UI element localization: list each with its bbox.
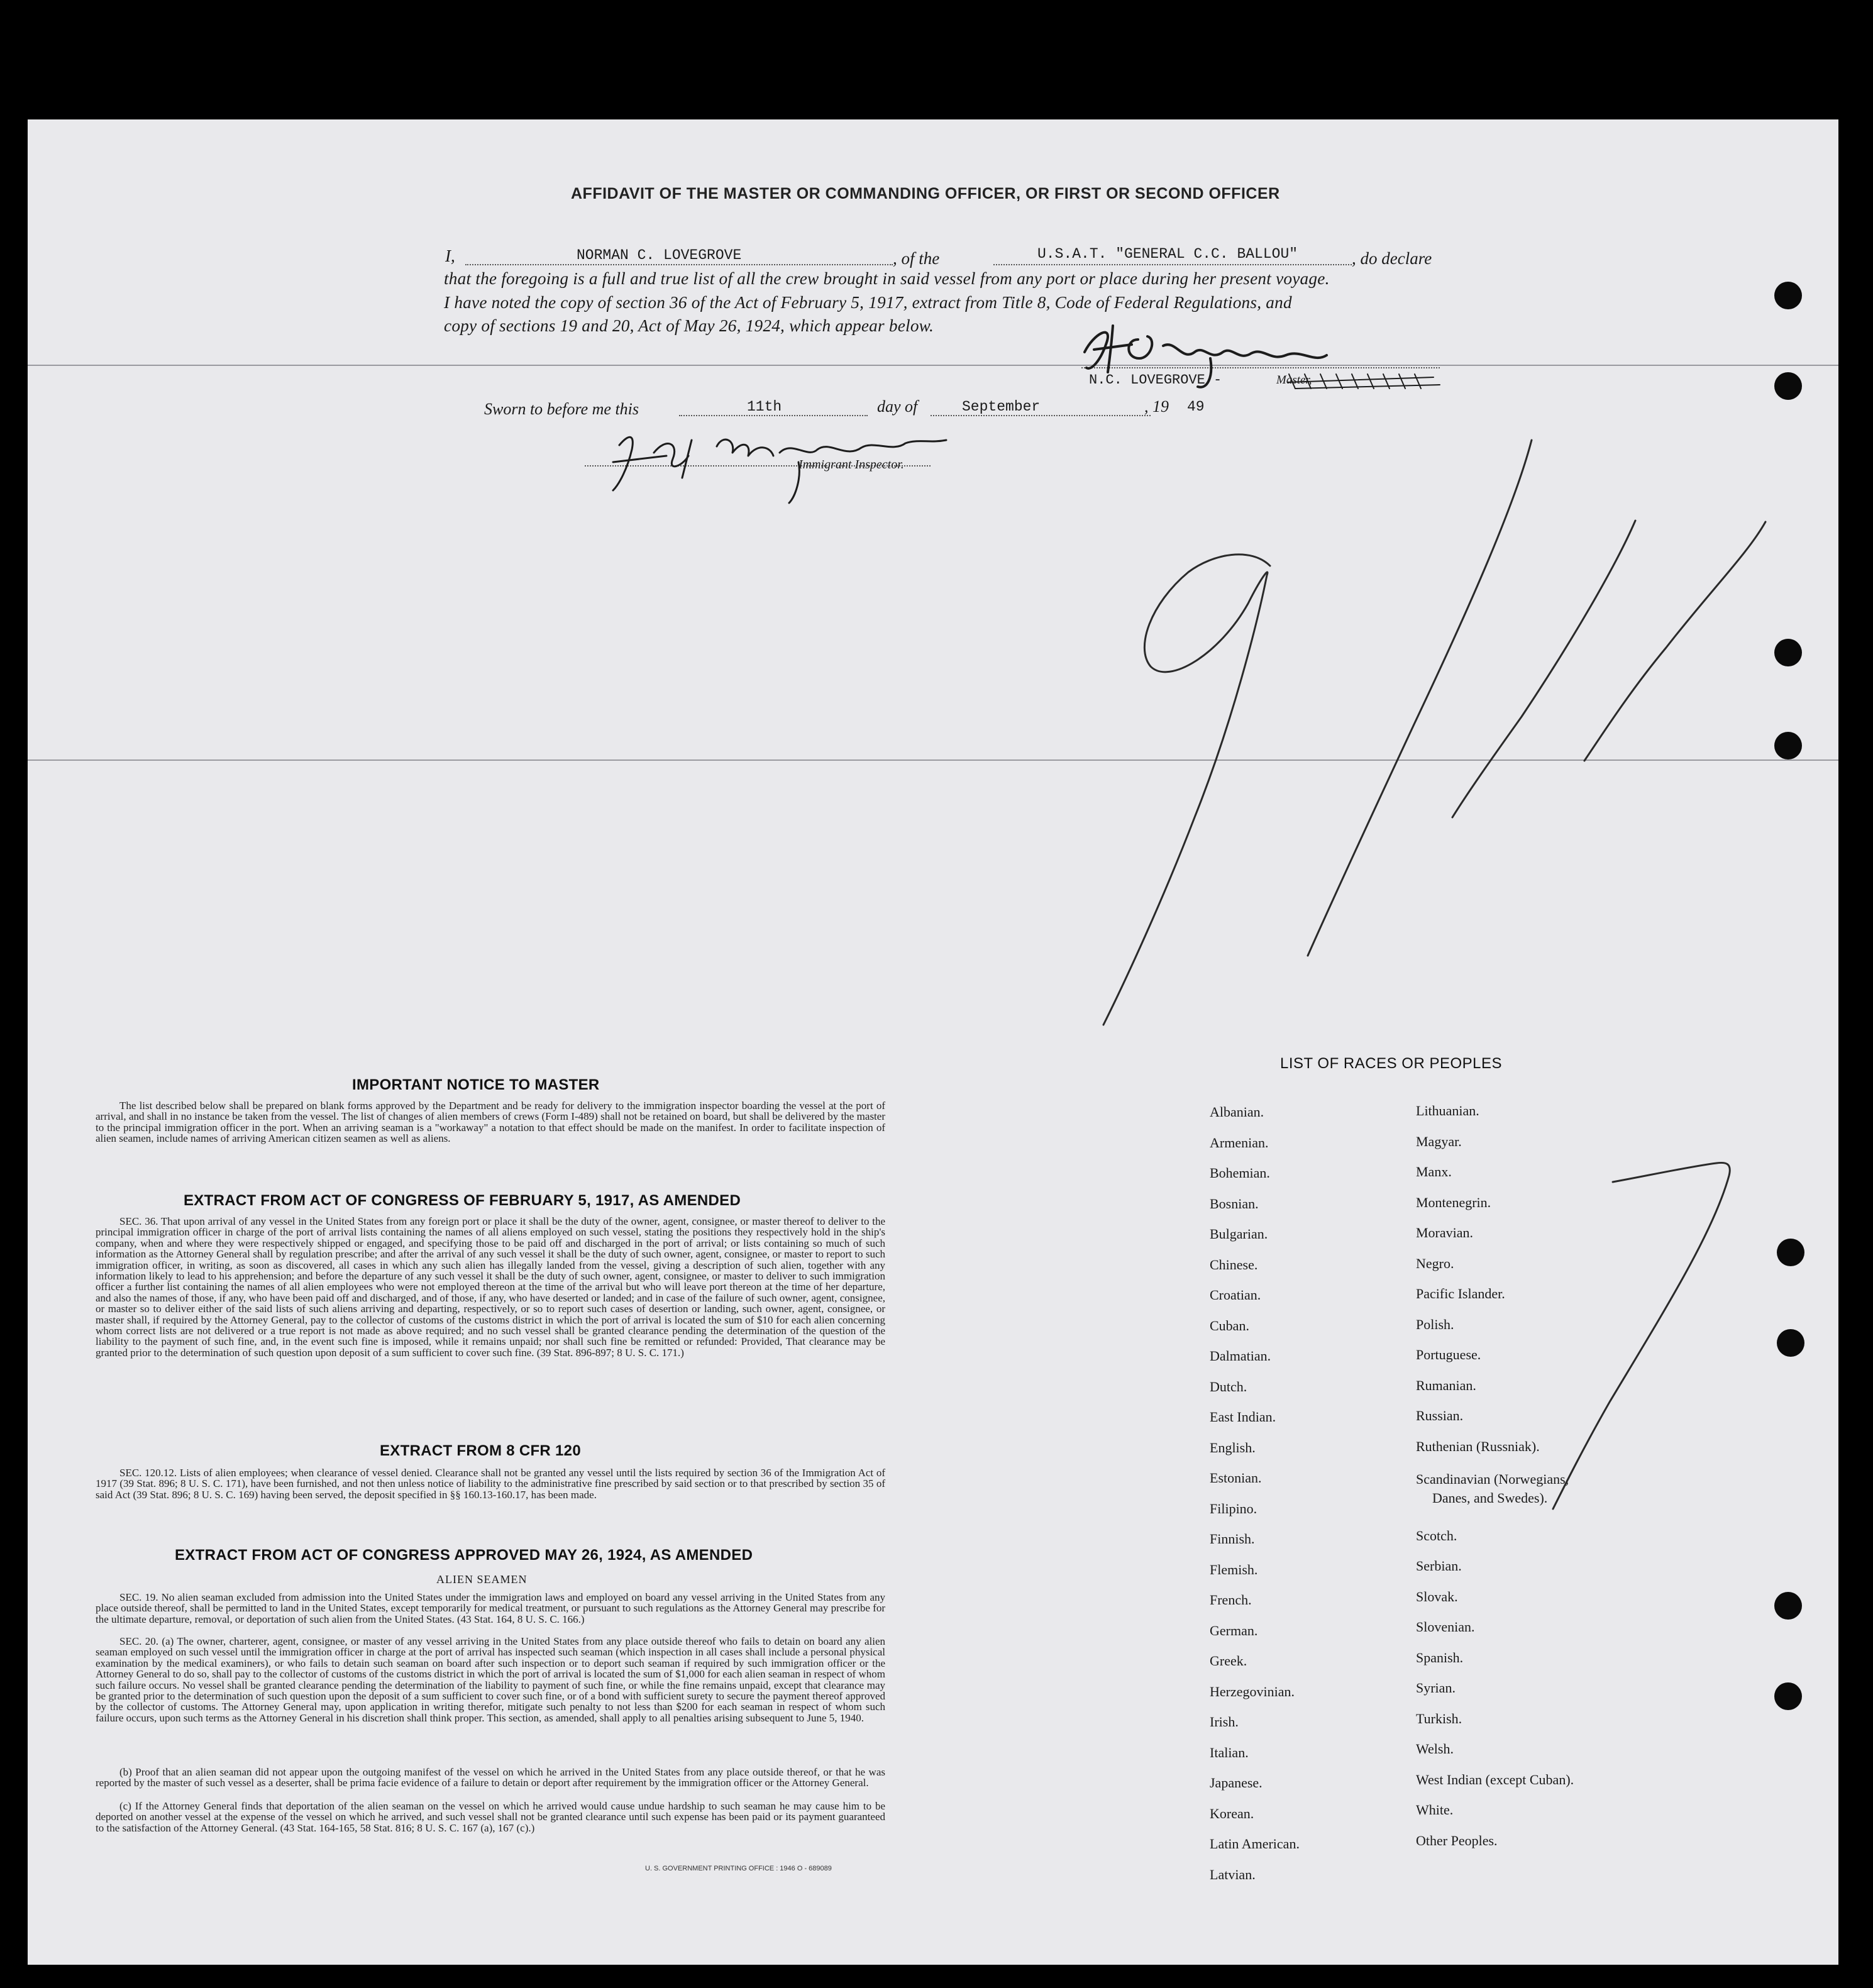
race-item: Irish.: [1210, 1714, 1239, 1730]
race-item: Rumanian.: [1416, 1377, 1476, 1393]
race-item: Spanish.: [1416, 1649, 1464, 1665]
race-item: Latvian.: [1210, 1866, 1256, 1882]
race-item: Polish.: [1416, 1316, 1454, 1332]
race-item: Bosnian.: [1210, 1195, 1259, 1212]
affidavit-line-3: I have noted the copy of section 36 of the Act of February 5, 1917, extract from Title 8, Code of Federal Regulations, and: [444, 293, 1292, 312]
affidavit-line-2: that the foregoing is a full and true list of all the crew brought in said vessel from any port or place during her present voyage.: [444, 269, 1330, 288]
sworn-prefix: Sworn to before me this: [484, 400, 639, 418]
race-item: Filipino.: [1210, 1500, 1257, 1516]
race-item: Russian.: [1416, 1408, 1464, 1423]
extract-1924-title: EXTRACT FROM ACT OF CONGRESS APPROVED MAY 26, 1924, AS AMENDED: [175, 1547, 753, 1564]
race-item: German.: [1210, 1622, 1258, 1638]
race-item: Lithuanian.: [1416, 1103, 1479, 1118]
race-item: Bohemian.: [1210, 1165, 1270, 1181]
vessel-name: U.S.A.T. "GENERAL C.C. BALLOU": [1037, 246, 1298, 262]
master-role: Master,: [1276, 373, 1312, 387]
race-item: English.: [1210, 1439, 1256, 1455]
year-suffix: 49: [1187, 399, 1205, 415]
race-item: East Indian.: [1210, 1409, 1276, 1425]
race-item: Danes, and Swedes).: [1432, 1489, 1548, 1506]
race-item: Portuguese.: [1416, 1347, 1481, 1362]
race-item: Magyar.: [1416, 1133, 1462, 1149]
race-item: Scotch.: [1416, 1527, 1457, 1543]
sec19-text: SEC. 19. No alien seaman excluded from admission into the United States under the immigration laws and employed on board any vessel arriving in the United States from any place outside thereof, shall be permitted to land in the United States, except temporarily for medical treatment, or pursuant to such regulations as the Attorney General may prescribe for the ultimate departure, removal, or deportation of such alien from the United States. (43 Stat. 164, 8 U. S. C. 166.): [96, 1591, 885, 1625]
race-item: Flemish.: [1210, 1561, 1258, 1577]
race-item: Moravian.: [1416, 1225, 1474, 1240]
race-item: Other Peoples.: [1416, 1832, 1498, 1848]
race-item: White.: [1416, 1802, 1454, 1818]
sec20c-text: (c) If the Attorney General finds that deportation of the alien seaman on the vessel on which he arrived would cause undue hardship to such seaman he may cause him to be deported on another vessel at the expense of the vessel on which he arrived, and such vessel shall not be granted clearance until such expense has been paid or its payment guaranteed to the satisfaction of the Attorney General. (43 Stat. 164-165, 58 Stat. 816; 8 U. S. C. 167 (a), 167 (c).): [96, 1800, 885, 1834]
extract-cfr-title: EXTRACT FROM 8 CFR 120: [380, 1442, 581, 1459]
of-the-label: , of the: [893, 249, 940, 268]
alien-seamen-subtitle: ALIEN SEAMEN: [436, 1573, 528, 1586]
sworn-day: 11th: [747, 399, 782, 415]
race-item: Cuban.: [1210, 1317, 1249, 1334]
inspector-signature: [613, 437, 946, 503]
sworn-month: September: [962, 399, 1041, 415]
affidavit-line-4: copy of sections 19 and 20, Act of May 26, 1924, which appear below.: [444, 316, 934, 335]
race-item: Pacific Islander.: [1416, 1286, 1505, 1301]
printer-line: U. S. GOVERNMENT PRINTING OFFICE : 1946 O - 689089: [645, 1865, 832, 1872]
race-item: West Indian (except Cuban).: [1416, 1771, 1574, 1787]
master-typed-name: N.C. LOVEGROVE -: [1089, 372, 1222, 388]
race-item: Estonian.: [1210, 1470, 1262, 1486]
race-item: Finnish.: [1210, 1531, 1255, 1547]
day-of-label: day of: [877, 397, 918, 416]
race-item: Slovenian.: [1416, 1619, 1475, 1635]
race-item: Armenian.: [1210, 1134, 1269, 1151]
race-item: Dutch.: [1210, 1378, 1247, 1394]
extract-1917-text: SEC. 36. That upon arrival of any vessel in the United States from any foreign port or place it shall be the duty of the owner, agent, consignee, or master thereof to deliver to the principal immigration officer in charge of the port of arrival lists containing the names of all aliens employed on such vessel, stating the positions they respectively hold in the ship's company, when and where they were respectively shipped or engaged, and specifying those to be paid off and discharged in the port of arrival; or lists containing so much of such information as the Attorney General shall by regulation prescribe; and after the arrival of any such vessel it shall be the duty of such owner, agent, consignee, or master to report to such immigration officer, in writing, as soon as discovered, all cases in which any such alien has illegally landed from the vessel, giving a description of such alien, together with any information likely to lead to his apprehension; and before the departure of any such vessel it shall be the duty of such owner, agent, consignee, or master to deliver to such immigration officer a further list containing the names of all alien employees who were not employed thereon at the time of the arrival but who will leave port thereon at the time of her departure, and also the names of those, if any, who have been paid off and discharged, and of those, if any, who have deserted or landed; and in case of the failure of such owner, agent, consignee, or master so to deliver either of the said lists of such aliens arriving and departing, respectively, or so to report such cases of desertion or landing, such owner, agent, consignee, or master shall, if required by the Attorney General, pay to the collector of customs of the customs district in which the port of arrival is located the sum of $10 for each alien concerning whom correct lists are not delivered or a true report is not made as above required; and no such vessel shall be granted clearance pending the determination of the question of the liability to the payment of such fine, and, in the event such fine is imposed, while it remains unpaid; nor shall such fine be remitted or refunded: Provided, That clearance may be granted prior to the determination of such question upon deposit of a sum sufficient to cover such fine. (39 Stat. 896-897; 8 U. S. C. 171.): [96, 1215, 885, 1359]
handwritten-digit-7: [1553, 1162, 1730, 1509]
sec20b-text: (b) Proof that an alien seaman did not appear upon the outgoing manifest of the vessel on which he arrived in the United States from any place outside thereof, or that he was reported by the master of such vessel as a deserter, shall be prima facie evidence of a failure to detain or deport after requirement by the immigration officer or the Attorney General.: [96, 1766, 885, 1789]
race-item: Slovak.: [1416, 1588, 1458, 1604]
inspector-title: Immigrant Inspector.: [798, 458, 904, 472]
extract-1917-title: EXTRACT FROM ACT OF CONGRESS OF FEBRUARY 5, 1917, AS AMENDED: [184, 1192, 741, 1209]
race-item: Croatian.: [1210, 1287, 1261, 1303]
race-item: Chinese.: [1210, 1256, 1258, 1273]
year-prefix: , 19: [1144, 397, 1169, 416]
race-item: French.: [1210, 1592, 1252, 1608]
affidavit-title: AFFIDAVIT OF THE MASTER OR COMMANDING OFFICER, OR FIRST OR SECOND OFFICER: [571, 185, 1280, 202]
race-item: Japanese.: [1210, 1775, 1262, 1791]
do-declare-label: , do declare: [1352, 249, 1432, 268]
race-item: Ruthenian (Russniak).: [1416, 1438, 1540, 1454]
races-title: LIST OF RACES OR PEOPLES: [1280, 1055, 1502, 1072]
race-item: Italian.: [1210, 1744, 1249, 1760]
notice-title: IMPORTANT NOTICE TO MASTER: [352, 1076, 600, 1093]
race-item: Syrian.: [1416, 1680, 1456, 1696]
extract-cfr-text: SEC. 120.12. Lists of alien employees; when clearance of vessel denied. Clearance shall not be granted any vessel until the lists required by section 36 of the Immigration Act of 1917 (39 Stat. 896; 8 U. S. C. 171), have been furnished, and not then unless notice of liability to the administrative fine prescribed by said section or to that prescribed by section 35 of said Act (39 Stat. 896; 8 U. S. C. 169) having been served, the deposit specified in §§ 160.13-160.17, has been made.: [96, 1467, 885, 1501]
race-item: Turkish.: [1416, 1710, 1462, 1726]
race-item: Greek.: [1210, 1653, 1247, 1669]
sec20a-text: SEC. 20. (a) The owner, charterer, agent, consignee, or master of any vessel arriving in the United States from any place outside thereof who fails to detain on board any alien seaman employed on such vessel until the immigration officer in charge at the port of arrival has inspected such seaman (which inspection in all cases shall include a personal physical examination by the medical examiners), or who fails to detain such seaman on board after such inspection or to deport such seaman if required by such immigration officer or the Attorney General to do so, shall pay to the collector of customs of the customs district in which the port of arrival is located the sum of $1,000 for each alien seaman in respect of whom such failure occurs. No vessel shall be granted clearance pending the determination of the liability to payment of such fine, or while the fine remains unpaid, except that clearance may be granted prior to the determination of such question upon the deposit of a sum sufficient to cover such fine, or of a bond with sufficient surety to secure the payment thereof approved by the collector of customs. The Attorney General may, upon application in writing therefor, mitigate such penalty to not less than $200 for each seaman in respect of whom such failure occurs, upon such terms as the Attorney General in his discretion shall think proper. This section, as amended, shall apply to all penalties arising subsequent to June 5, 1940.: [96, 1635, 885, 1724]
handwritten-date-9-11: [1103, 440, 1765, 1025]
race-item: Montenegrin.: [1416, 1194, 1491, 1210]
race-item: Latin American.: [1210, 1836, 1300, 1852]
race-item: Korean.: [1210, 1805, 1254, 1821]
race-item: Welsh.: [1416, 1741, 1454, 1757]
race-item: Manx.: [1416, 1164, 1452, 1179]
race-item: Bulgarian.: [1210, 1226, 1268, 1242]
notice-text: The list described below shall be prepared on blank forms approved by the Department and be ready for delivery to the immigration inspector boarding the vessel at the port of arrival, and shall in no instance be taken from the vessel. The list of changes of alien members of crews (Form I-489) shall not be retained on board, but shall be delivered by the master to the principal immigration officer in the port. When an arriving seaman is a "workaway" a notation to that effect should be made on the manifest. In order to facilitate inspection of alien seamen, include names of arriving American citizen seamen as well as aliens.: [96, 1100, 885, 1145]
race-item: Dalmatian.: [1210, 1348, 1271, 1364]
affidavit-prefix: I,: [445, 246, 455, 265]
race-item: Albanian.: [1210, 1104, 1264, 1120]
race-item: Serbian.: [1416, 1558, 1462, 1574]
race-item: Herzegovinian.: [1210, 1683, 1295, 1699]
race-item: Negro.: [1416, 1255, 1454, 1271]
master-name: NORMAN C. LOVEGROVE: [577, 247, 742, 263]
title-strikethrough: [1288, 374, 1440, 389]
race-item: Scandinavian (Norwegians,: [1416, 1471, 1569, 1487]
